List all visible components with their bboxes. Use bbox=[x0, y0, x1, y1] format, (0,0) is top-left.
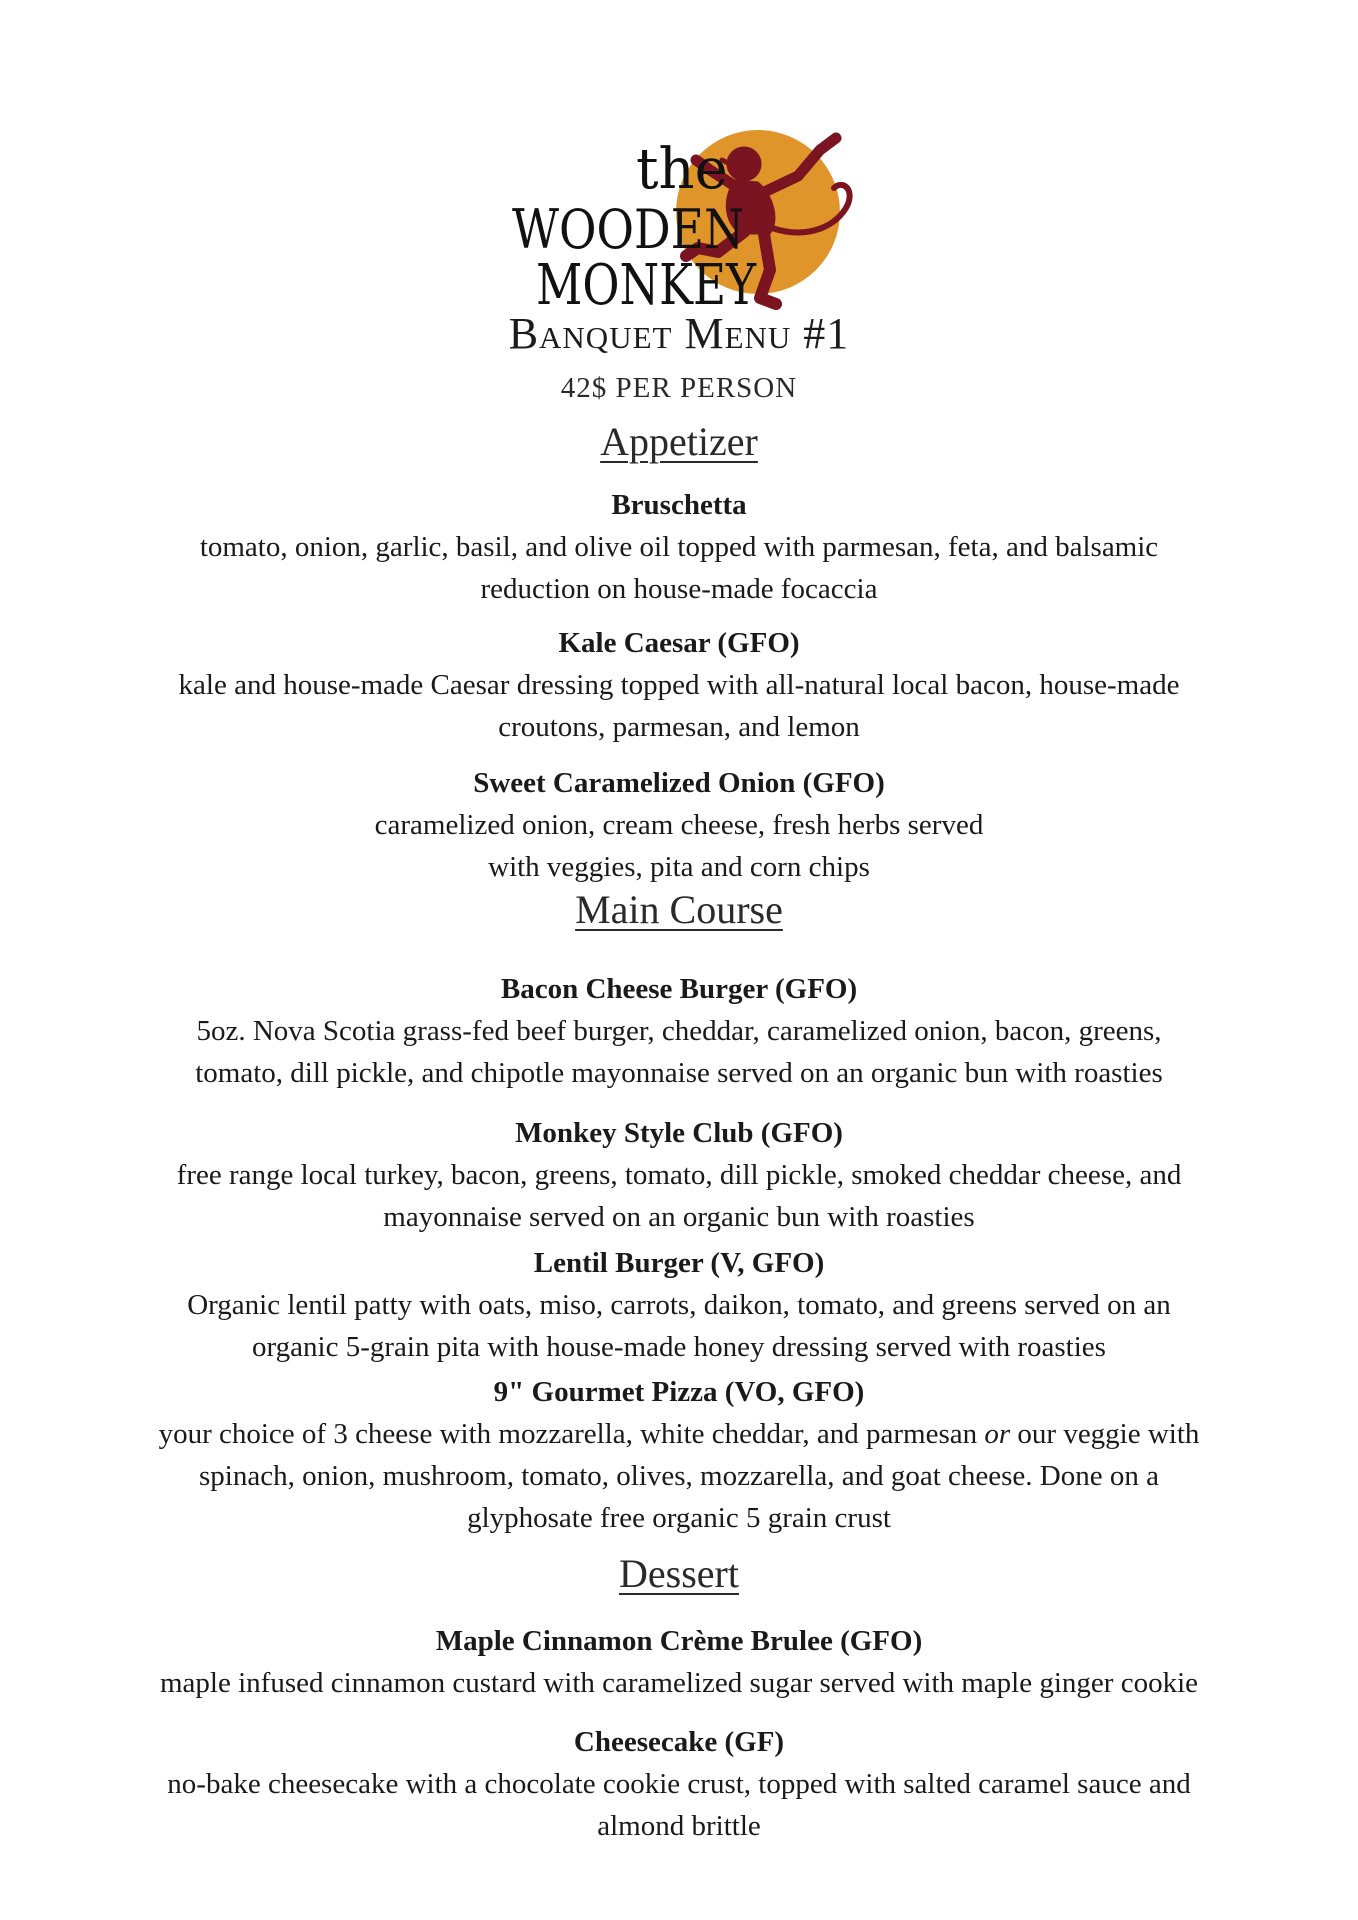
item-description bbox=[100, 804, 1258, 888]
item-description bbox=[100, 664, 1258, 748]
item-name: Lentil Burger (V, GFO) bbox=[533, 1247, 825, 1279]
price-per-person: 42$ PER PERSON bbox=[560, 372, 798, 404]
menu-item-caramelized-onion bbox=[100, 762, 1258, 888]
section-heading-dessert: Dessert bbox=[619, 1551, 739, 1596]
item-desc-line: almond brittle bbox=[597, 1810, 761, 1842]
menu-item-bacon-cheese-burger bbox=[100, 968, 1258, 1094]
menu-item-monkey-style-club bbox=[100, 1112, 1258, 1238]
item-desc-line: spinach, onion, mushroom, tomato, olives, mozzarella, and goat cheese. Done on a bbox=[199, 1460, 1159, 1492]
item-description bbox=[100, 1763, 1258, 1847]
item-desc-line: tomato, onion, garlic, basil, and olive oil topped with parmesan, feta, and balsamic bbox=[199, 531, 1159, 563]
logo-text-the: the bbox=[636, 137, 728, 202]
item-desc-line: caramelized onion, cream cheese, fresh herbs served bbox=[374, 809, 984, 841]
item-name: Maple Cinnamon Crème Brulee (GFO) bbox=[435, 1625, 923, 1657]
item-name: Monkey Style Club (GFO) bbox=[515, 1117, 843, 1149]
item-description bbox=[100, 1413, 1258, 1539]
item-desc-emphasis: or bbox=[984, 1418, 1011, 1450]
logo-graphic bbox=[508, 130, 858, 310]
item-description bbox=[100, 526, 1258, 610]
item-desc-line: with veggies, pita and corn chips bbox=[488, 851, 870, 883]
item-description bbox=[100, 1662, 1258, 1704]
menu-item-creme-brulee bbox=[100, 1620, 1258, 1704]
menu-item-gourmet-pizza bbox=[100, 1371, 1258, 1539]
item-description bbox=[100, 1010, 1258, 1094]
item-desc-line: tomato, dill pickle, and chipotle mayonnaise served on an organic bun with roasties bbox=[195, 1057, 1163, 1089]
item-name: 9" Gourmet Pizza (VO, GFO) bbox=[493, 1376, 865, 1408]
item-desc-line bbox=[100, 1413, 1258, 1455]
item-desc-line: maple infused cinnamon custard with caramelized sugar served with maple ginger cookie bbox=[160, 1667, 1198, 1699]
logo-text-wooden: WOODEN bbox=[512, 198, 744, 261]
menu-item-cheesecake bbox=[100, 1721, 1258, 1847]
item-desc-text: our veggie with bbox=[1010, 1418, 1200, 1450]
item-desc-line: mayonnaise served on an organic bun with roasties bbox=[383, 1201, 975, 1233]
item-desc-line: 5oz. Nova Scotia grass-fed beef burger, cheddar, caramelized onion, bacon, greens, bbox=[196, 1015, 1162, 1047]
menu-item-bruschetta bbox=[100, 484, 1258, 610]
item-name: Sweet Caramelized Onion (GFO) bbox=[473, 767, 885, 799]
menu-item-lentil-burger bbox=[100, 1242, 1258, 1368]
item-description bbox=[100, 1154, 1258, 1238]
item-desc-line: glyphosate free organic 5 grain crust bbox=[467, 1502, 891, 1534]
item-desc-line: croutons, parmesan, and lemon bbox=[498, 711, 860, 743]
item-desc-line: kale and house-made Caesar dressing topped with all-natural local bacon, house-made bbox=[178, 669, 1180, 701]
wooden-monkey-logo bbox=[508, 130, 858, 310]
item-name: Cheesecake (GF) bbox=[573, 1726, 785, 1758]
menu-item-kale-caesar bbox=[100, 622, 1258, 748]
logo-text-monkey: MONKEY bbox=[536, 253, 757, 310]
item-name: Bruschetta bbox=[611, 489, 747, 521]
item-desc-line: Organic lentil patty with oats, miso, carrots, daikon, tomato, and greens served on an bbox=[187, 1289, 1171, 1321]
item-desc-line: reduction on house-made focaccia bbox=[480, 573, 878, 605]
item-desc-line: free range local turkey, bacon, greens, tomato, dill pickle, smoked cheddar cheese, and bbox=[176, 1159, 1182, 1191]
item-description bbox=[100, 1284, 1258, 1368]
item-name: Bacon Cheese Burger (GFO) bbox=[500, 973, 858, 1005]
menu-title: Banquet Menu #1 bbox=[508, 309, 850, 358]
item-desc-line: organic 5-grain pita with house-made honey dressing served with roasties bbox=[252, 1331, 1106, 1363]
item-desc-text: your choice of 3 cheese with mozzarella, white cheddar, and parmesan bbox=[158, 1418, 985, 1450]
section-heading-main-course: Main Course bbox=[575, 887, 783, 932]
section-heading-appetizer: Appetizer bbox=[600, 419, 758, 464]
item-desc-line: no-bake cheesecake with a chocolate cookie crust, topped with salted caramel sauce and bbox=[167, 1768, 1191, 1800]
item-name: Kale Caesar (GFO) bbox=[558, 627, 800, 659]
